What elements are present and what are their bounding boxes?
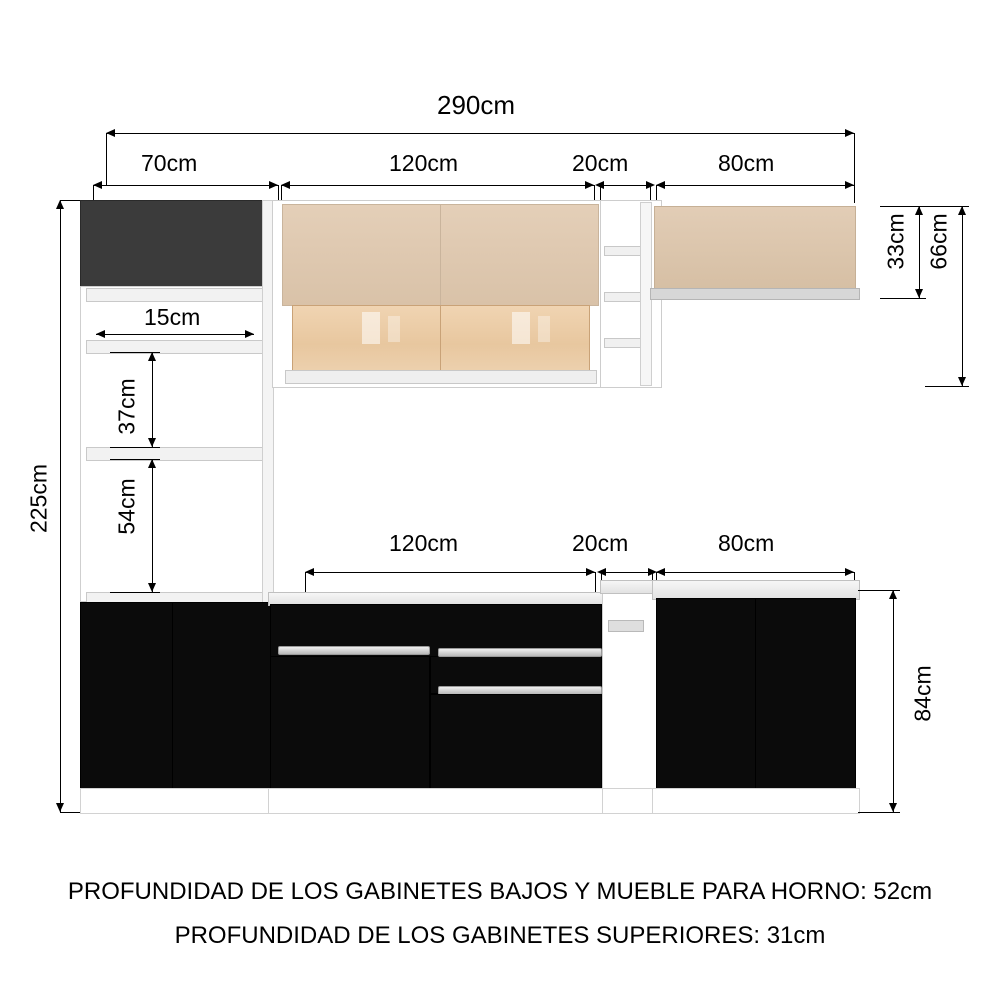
tick-54-top: [110, 459, 160, 460]
dim-20-top-label: 20cm: [572, 150, 629, 176]
dim-66-arrow: [962, 206, 963, 386]
base-left-door-1: [80, 602, 174, 790]
glass-reflection-1: [362, 312, 380, 344]
tick-37-bottom: [110, 447, 160, 448]
base-niche-detail: [608, 620, 644, 632]
left-upper-black-panel: [80, 200, 272, 288]
tick-225-top: [60, 200, 82, 201]
base-center-plinth: [268, 788, 604, 814]
tick-120-bottom-right: [595, 572, 596, 594]
dim-80-bottom-arrow: [656, 572, 854, 573]
dim-15-arrow: [96, 334, 254, 335]
overall-width-arrow: [106, 133, 854, 134]
base-left-plinth: [80, 788, 272, 814]
base-right-door-2: [755, 598, 856, 790]
upper-niche-shelf-2: [604, 292, 642, 302]
base-niche-body: [602, 586, 658, 790]
upper-center-door-right: [440, 204, 599, 306]
tick-84-bottom: [858, 812, 900, 813]
tick-66-top: [925, 206, 969, 207]
dim-20-bottom-label: 20cm: [572, 530, 629, 556]
dim-33-label: 33cm: [882, 213, 909, 270]
upper-center-door-left: [282, 204, 441, 306]
dim-120-bottom-label: 120cm: [389, 530, 459, 556]
upper-niche-shelf-3: [604, 338, 642, 348]
dim-84-label: 84cm: [909, 665, 936, 722]
dim-120-top-arrow: [281, 185, 594, 186]
dim-54-arrow: [152, 459, 153, 592]
glass-reflection-3: [512, 312, 530, 344]
tick-84-top: [858, 590, 900, 591]
base-niche-countertop: [600, 580, 660, 594]
base-niche-plinth: [602, 788, 658, 814]
dim-15-label: 15cm: [144, 304, 201, 330]
tick-overall-left: [106, 133, 107, 185]
overall-width-label: 290cm: [437, 90, 516, 120]
dim-80-top-arrow: [656, 185, 854, 186]
dim-225-label: 225cm: [25, 463, 52, 534]
left-shelf-board-1: [86, 288, 266, 302]
dim-225-arrow: [60, 200, 61, 812]
tick-225-bottom: [60, 812, 82, 813]
dim-33-arrow: [919, 206, 920, 298]
base-right-plinth: [652, 788, 860, 814]
caption-line-1: PROFUNDIDAD DE LOS GABINETES BAJOS Y MUEBLE PARA HORNO: 52cm: [67, 878, 933, 905]
base-right-countertop: [652, 580, 860, 600]
dim-84-arrow: [893, 590, 894, 812]
dim-70-label: 70cm: [141, 150, 198, 176]
base-center-door-right: [430, 694, 602, 790]
base-center-handle-2: [438, 648, 602, 657]
glass-reflection-2: [388, 316, 400, 342]
tick-33-top: [880, 206, 926, 207]
base-left-door-2: [172, 602, 272, 790]
dim-54-label: 54cm: [113, 478, 140, 535]
tick-33-bottom: [880, 298, 926, 299]
upper-niche-shelf-1: [604, 246, 642, 256]
tick-37-top: [110, 352, 160, 353]
dim-37-arrow: [152, 352, 153, 447]
tick-overall-right: [854, 133, 855, 185]
tick-80-top-right: [854, 185, 855, 203]
dim-80-bottom-label: 80cm: [718, 530, 775, 556]
upper-right-cabinet: [654, 206, 856, 290]
base-center-door-left: [270, 656, 430, 790]
caption-line-2: PROFUNDIDAD DE LOS GABINETES SUPERIORES: 31cm: [174, 922, 826, 949]
dim-120-top-label: 120cm: [389, 150, 459, 176]
base-right-door-1: [656, 598, 757, 790]
dim-37-label: 37cm: [113, 378, 140, 435]
glass-reflection-4: [538, 316, 550, 342]
tick-54-bottom: [110, 592, 160, 593]
dim-20-bottom-arrow: [606, 572, 648, 573]
dim-20-top-arrow: [604, 185, 646, 186]
tick-120-bottom-left: [305, 572, 306, 594]
tick-66-bottom: [925, 386, 969, 387]
dim-80-top-label: 80cm: [718, 150, 775, 176]
upper-right-bottom-rail: [650, 288, 860, 300]
dim-120-bottom-arrow: [305, 572, 595, 573]
base-center-handle-1: [278, 646, 430, 655]
dim-66-label: 66cm: [925, 213, 952, 270]
dim-70-arrow: [93, 185, 278, 186]
upper-center-bottom-rail: [285, 370, 597, 384]
